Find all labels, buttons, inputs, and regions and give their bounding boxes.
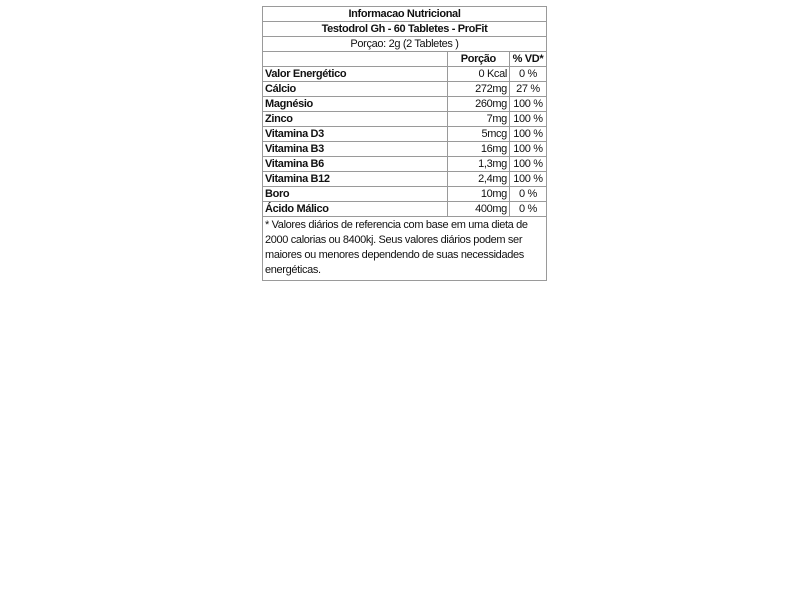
- nutrient-name: Valor Energético: [263, 67, 448, 82]
- column-header-vd: % VD*: [509, 52, 546, 67]
- nutrient-quantity: 2,4mg: [447, 172, 509, 187]
- nutrient-daily-value: 0 %: [509, 67, 546, 82]
- nutrient-quantity: 0 Kcal: [447, 67, 509, 82]
- table-row: [263, 82, 547, 97]
- nutrient-quantity: 1,3mg: [447, 157, 509, 172]
- nutrient-name: Zinco: [263, 112, 448, 127]
- nutrient-daily-value: 100 %: [509, 112, 546, 127]
- product-name: Testodrol Gh - 60 Tabletes - ProFit: [263, 22, 547, 37]
- nutrient-name: Ácido Málico: [263, 202, 448, 217]
- column-header-blank: [263, 52, 448, 67]
- nutrient-name: Magnésio: [263, 97, 448, 112]
- nutrient-daily-value: 100 %: [509, 142, 546, 157]
- table-row: [263, 112, 547, 127]
- nutrient-name: Vitamina D3: [263, 127, 448, 142]
- portion-size: Porçao: 2g (2 Tabletes ): [263, 37, 547, 52]
- nutrient-quantity: 7mg: [447, 112, 509, 127]
- table-row: [263, 97, 547, 112]
- table-row: [263, 127, 547, 142]
- nutrient-daily-value: 0 %: [509, 187, 546, 202]
- column-header-portion: Porção: [447, 52, 509, 67]
- nutrient-quantity: 260mg: [447, 97, 509, 112]
- table-row: [263, 67, 547, 82]
- nutrient-daily-value: 0 %: [509, 202, 546, 217]
- nutrient-name: Cálcio: [263, 82, 448, 97]
- table-title: Informacao Nutricional: [263, 7, 547, 22]
- nutrient-name: Vitamina B12: [263, 172, 448, 187]
- nutrient-name: Vitamina B6: [263, 157, 448, 172]
- table-row: [263, 187, 547, 202]
- nutrient-quantity: 5mcg: [447, 127, 509, 142]
- nutrient-quantity: 400mg: [447, 202, 509, 217]
- nutrient-daily-value: 100 %: [509, 172, 546, 187]
- column-header-row: [263, 52, 547, 67]
- nutrient-name: Boro: [263, 187, 448, 202]
- nutrient-quantity: 272mg: [447, 82, 509, 97]
- table-row: [263, 202, 547, 217]
- nutrient-daily-value: 27 %: [509, 82, 546, 97]
- nutrient-quantity: 10mg: [447, 187, 509, 202]
- nutrient-daily-value: 100 %: [509, 157, 546, 172]
- nutrient-daily-value: 100 %: [509, 127, 546, 142]
- nutrient-quantity: 16mg: [447, 142, 509, 157]
- footnote-row: [263, 217, 547, 281]
- table-row: [263, 142, 547, 157]
- portion-row: [263, 37, 547, 52]
- nutrition-facts-table: [262, 6, 547, 281]
- table-row: [263, 157, 547, 172]
- nutrient-daily-value: 100 %: [509, 97, 546, 112]
- nutrient-name: Vitamina B3: [263, 142, 448, 157]
- table-title-row: [263, 7, 547, 22]
- product-name-row: [263, 22, 547, 37]
- daily-value-footnote: * Valores diários de referencia com base em uma dieta de 2000 calorias ou 8400kj. Seus valores diários podem ser maiores ou menores dependendo de suas necessidades energéticas.: [263, 217, 547, 281]
- table-row: [263, 172, 547, 187]
